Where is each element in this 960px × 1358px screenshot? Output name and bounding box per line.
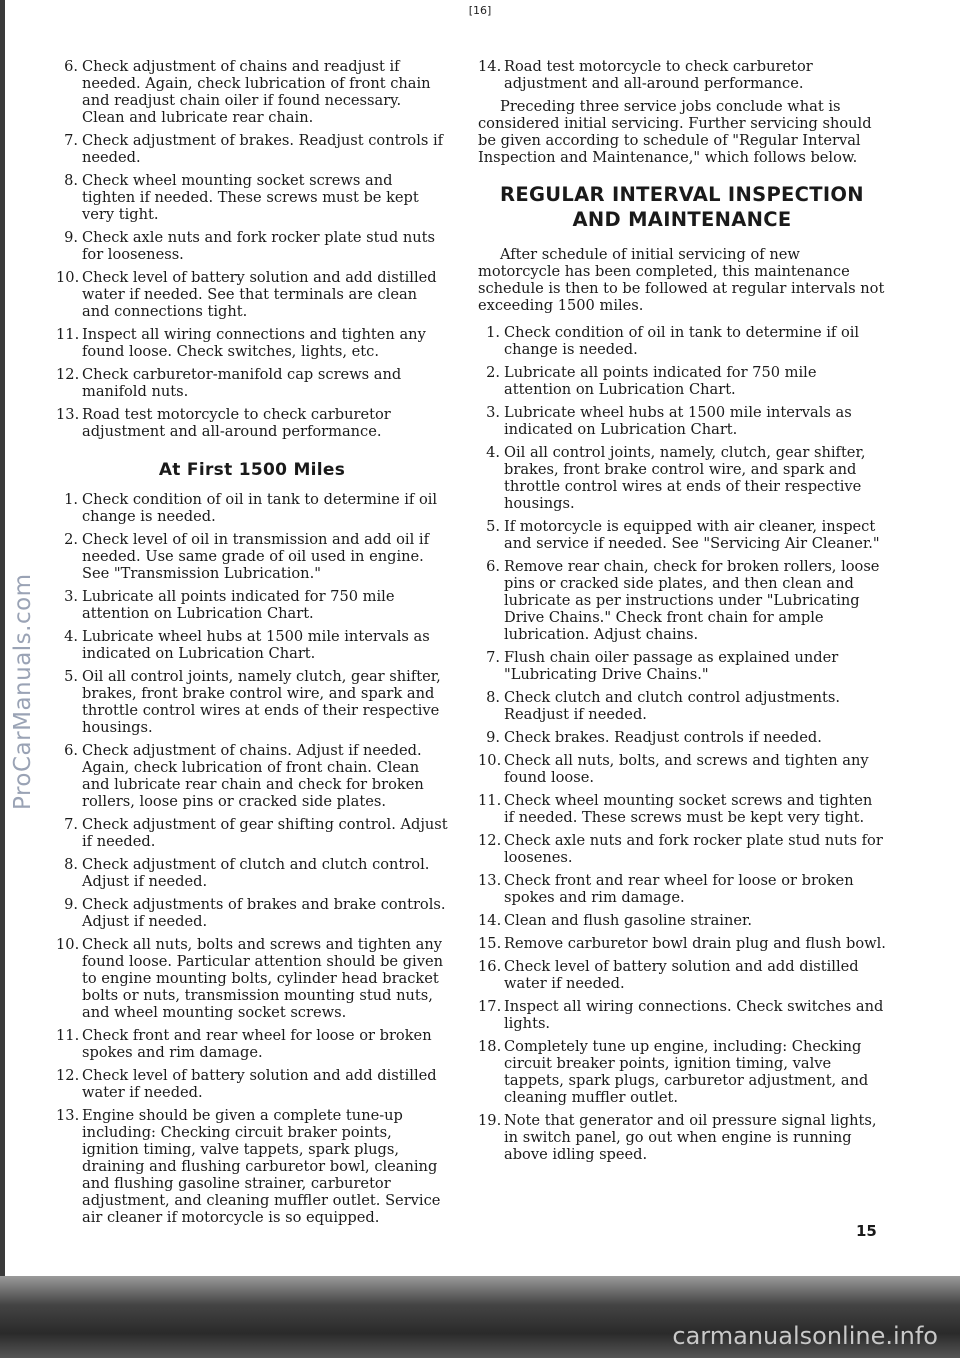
item-number: 11. [478, 792, 502, 809]
item-text: Remove rear chain, check for broken rollers, loose pins or cracked side plates, and then clean and lubricate as per instructions under "Lubricating Drive Chains." Check front chain for ample lubrication. Adjust chains. [504, 558, 880, 643]
item-text: Lubricate all points indicated for 750 mile attention on Lubrication Chart. [504, 364, 817, 398]
item-text: Check clutch and clutch control adjustments. Readjust if needed. [504, 689, 841, 723]
item-number: 13. [478, 872, 502, 889]
right-top-list [478, 58, 886, 92]
item-text: Completely tune up engine, including: Checking circuit breaker points, ignition timing, valve tappets, spark plugs, carburetor adjustment, and cleaning muffler outlet. [504, 1038, 869, 1106]
item-text: Check level of battery solution and add distilled water if needed. [504, 958, 859, 992]
regular-heading-line-1: REGULAR INTERVAL INSPECTION [500, 183, 864, 206]
item-text: Remove carburetor bowl drain plug and flush bowl. [504, 935, 886, 952]
item-text: Inspect all wiring connections. Check switches and lights. [504, 998, 884, 1032]
list-item [478, 752, 886, 786]
item-number: 14. [478, 58, 502, 75]
item-text: Check axle nuts and fork rocker plate stud nuts for loosenes. [504, 832, 883, 866]
item-number: 2. [486, 364, 500, 381]
item-text: Check adjustment of brakes. Readjust controls if needed. [82, 132, 444, 166]
scan-edge-bar [0, 0, 5, 1358]
list-item [478, 1038, 886, 1106]
item-number: 1. [486, 324, 500, 341]
list-item [478, 404, 886, 438]
list-item [56, 366, 448, 400]
item-text: Lubricate wheel hubs at 1500 mile intervals as indicated on Lubrication Chart. [82, 628, 430, 662]
item-text: Engine should be given a complete tune-up including: Checking circuit braker points, ignition timing, valve tappets, spark plugs, draining and flushing carburetor bowl, cleaning and flushing gasoline strainer, carburetor adjustment, and cleaning muffler outlet. Service air cleaner if motorcycle is so equipped. [82, 1107, 441, 1226]
item-text: Check adjustment of chains. Adjust if needed. Again, check lubrication of front chain. Clean and lubricate rear chain and check for broken rollers, loose pins or cracked side plates. [82, 742, 424, 810]
left-top-list [56, 58, 448, 440]
item-text: Road test motorcycle to check carburetor adjustment and all-around performance. [82, 406, 391, 440]
list-item [56, 58, 448, 126]
item-number: 5. [64, 668, 78, 685]
regular-interval-list [478, 324, 886, 1163]
item-number: 6. [486, 558, 500, 575]
list-item [56, 856, 448, 890]
item-number: 9. [486, 729, 500, 746]
list-item [56, 1067, 448, 1101]
item-number: 10. [56, 269, 80, 286]
list-item [56, 936, 448, 1021]
item-number: 9. [64, 229, 78, 246]
list-item [56, 406, 448, 440]
list-item [56, 628, 448, 662]
item-number: 7. [64, 132, 78, 149]
left-column [56, 58, 448, 1232]
list-item [478, 998, 886, 1032]
list-item [478, 912, 886, 929]
list-item [56, 326, 448, 360]
list-item [478, 935, 886, 952]
item-number: 10. [56, 936, 80, 953]
list-item [478, 872, 886, 906]
list-item [56, 229, 448, 263]
list-item [478, 958, 886, 992]
item-text: Check all nuts, bolts, and screws and tighten any found loose. [504, 752, 869, 786]
item-text: Check wheel mounting socket screws and tighten if needed. These screws must be kept very tight. [82, 172, 419, 223]
list-item [478, 518, 886, 552]
item-text: Check front and rear wheel for loose or broken spokes and rim damage. [504, 872, 854, 906]
item-text: Check adjustment of clutch and clutch control. Adjust if needed. [82, 856, 430, 890]
list-item [478, 649, 886, 683]
item-number: 14. [478, 912, 502, 929]
list-item [56, 742, 448, 810]
list-item [478, 558, 886, 643]
item-number: 8. [64, 856, 78, 873]
list-item [478, 689, 886, 723]
item-number: 13. [56, 1107, 80, 1124]
item-number: 8. [486, 689, 500, 706]
list-item [478, 729, 886, 746]
first-1500-heading: At First 1500 Miles [158, 460, 346, 480]
item-text: Oil all control joints, namely, clutch, gear shifter, brakes, front brake control wire, and spark and throttle control wires at ends of their respective housings. [504, 444, 866, 512]
list-item [478, 1112, 886, 1163]
item-number: 12. [56, 366, 80, 383]
initial-servicing-paragraph: Preceding three service jobs conclude what is considered initial servicing. Further servicing should be given according to schedule of "Regular Interval Inspection and Maintenance," which follows below. [478, 98, 872, 166]
item-text: Check condition of oil in tank to determine if oil change is needed. [504, 324, 860, 358]
item-text: Check adjustment of chains and readjust if needed. Again, check lubrication of front chain and readjust chain oiler if found necessary. Clean and lubricate rear chain. [82, 58, 431, 126]
item-text: Lubricate all points indicated for 750 mile attention on Lubrication Chart. [82, 588, 395, 622]
list-item [56, 896, 448, 930]
list-item [56, 269, 448, 320]
item-number: 12. [478, 832, 502, 849]
item-number: 13. [56, 406, 80, 423]
list-item [478, 364, 886, 398]
item-text: Inspect all wiring connections and tighten any found loose. Check switches, lights, etc. [82, 326, 426, 360]
item-number: 3. [486, 404, 500, 421]
list-item [478, 444, 886, 512]
item-number: 4. [64, 628, 78, 645]
page-number: 15 [856, 1222, 877, 1240]
list-item [56, 668, 448, 736]
item-number: 6. [64, 742, 78, 759]
regular-intro-paragraph: After schedule of initial servicing of new motorcycle has been completed, this maintenance schedule is then to be followed at regular intervals not exceeding 1500 miles. [478, 246, 885, 314]
item-number: 11. [56, 326, 80, 343]
item-text: Check level of oil in transmission and add oil if needed. Use same grade of oil used in engine. See "Transmission Lubrication." [82, 531, 429, 582]
list-item [56, 816, 448, 850]
item-number: 7. [64, 816, 78, 833]
item-text: Check adjustment of gear shifting control. Adjust if needed. [82, 816, 448, 850]
list-item [56, 588, 448, 622]
list-item [56, 132, 448, 166]
side-watermark [6, 520, 36, 820]
item-text: Check adjustments of brakes and brake controls. Adjust if needed. [82, 896, 446, 930]
item-text: Check level of battery solution and add distilled water if needed. See that terminals are clean and connections tight. [82, 269, 437, 320]
item-text: Check carburetor-manifold cap screws and manifold nuts. [82, 366, 402, 400]
item-text: Check brakes. Readjust controls if needed. [504, 729, 822, 746]
item-text: Oil all control joints, namely clutch, gear shifter, brakes, front brake control wire, and spark and throttle control wires at ends of their respective housings. [82, 668, 441, 736]
item-number: 16. [478, 958, 502, 975]
regular-interval-heading [478, 182, 886, 232]
item-text: Lubricate wheel hubs at 1500 mile intervals as indicated on Lubrication Chart. [504, 404, 852, 438]
item-number: 12. [56, 1067, 80, 1084]
regular-heading-line-2: AND MAINTENANCE [572, 208, 792, 231]
item-text: Flush chain oiler passage as explained under "Lubricating Drive Chains." [504, 649, 839, 683]
item-number: 18. [478, 1038, 502, 1055]
item-number: 9. [64, 896, 78, 913]
list-item [56, 531, 448, 582]
item-number: 15. [478, 935, 502, 952]
item-text: Check axle nuts and fork rocker plate stud nuts for looseness. [82, 229, 436, 263]
item-text: Note that generator and oil pressure signal lights, in switch panel, go out when engine is running above idling speed. [504, 1112, 877, 1163]
item-text: Check condition of oil in tank to determine if oil change is needed. [82, 491, 438, 525]
item-text: Check wheel mounting socket screws and tighten if needed. These screws must be kept very tight. [504, 792, 873, 826]
item-number: 4. [486, 444, 500, 461]
item-text: Road test motorcycle to check carburetor adjustment and all-around performance. [504, 58, 813, 92]
item-text: If motorcycle is equipped with air cleaner, inspect and service if needed. See "Servicing Air Cleaner." [504, 518, 880, 552]
item-text: Check level of battery solution and add distilled water if needed. [82, 1067, 437, 1101]
item-number: 2. [64, 531, 78, 548]
list-item [478, 58, 886, 92]
list-item [56, 491, 448, 525]
list-item [478, 324, 886, 358]
item-number: 8. [64, 172, 78, 189]
item-number: 19. [478, 1112, 502, 1129]
item-number: 11. [56, 1027, 80, 1044]
item-number: 5. [486, 518, 500, 535]
list-item [478, 832, 886, 866]
item-number: 1. [64, 491, 78, 508]
item-number: 6. [64, 58, 78, 75]
side-watermark-text: ProCarManuals.com [10, 573, 36, 810]
list-item [478, 792, 886, 826]
right-column [478, 58, 886, 1169]
list-item [56, 1027, 448, 1061]
item-number: 7. [486, 649, 500, 666]
item-number: 17. [478, 998, 502, 1015]
item-number: 10. [478, 752, 502, 769]
item-text: Check front and rear wheel for loose or broken spokes and rim damage. [82, 1027, 432, 1061]
item-text: Check all nuts, bolts and screws and tighten any found loose. Particular attention should be given to engine mounting bolts, cylinder head bracket bolts or nuts, transmission mounting stud nuts, and wheel mounting socket screws. [82, 936, 443, 1021]
bottom-watermark: carmanualsonline.info [672, 1322, 938, 1350]
sheet-number: [16] [468, 4, 492, 17]
list-item [56, 172, 448, 223]
item-number: 3. [64, 588, 78, 605]
first-1500-list [56, 491, 448, 1226]
item-text: Clean and flush gasoline strainer. [504, 912, 753, 929]
list-item [56, 1107, 448, 1226]
